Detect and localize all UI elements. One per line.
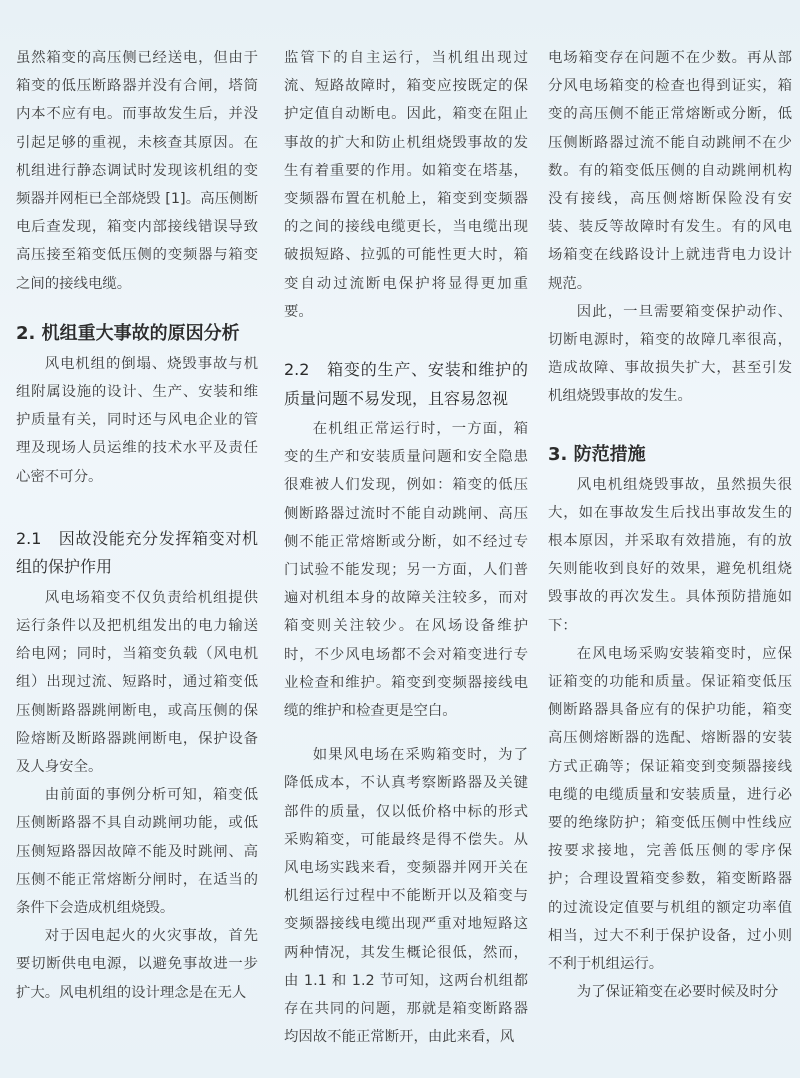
paragraph-gap (284, 725, 528, 741)
paragraph-2-2-b: 如果风电场在采购箱变时，为了降低成本，不认真考察断路器及关键部件的质量，仅以低价格中标的形式采购箱变，可能最终是得不偿失。从风电场实践来看，变频器并网开关在机组运行过程中不能断开以及箱变与变频器接线电缆出现严重对地短路这两种情况，其发生概论很低，然而，由 1.1 和 1.2 节可知，这两台机组都存在共同的问题，那就是箱变断路器均因故不能正常断开，由此来看，风 (284, 747, 528, 1046)
paragraph-2-1-a: 风电场箱变不仅负责给机组提供运行条件以及把机组发出的电力输送给电网；同时，当箱变负载（风电机组）出现过流、短路时，通过箱变低压侧断路器跳闸断电，或高压侧的保险熔断及断路器跳闸断电，保护设备及人身安全。 (16, 589, 258, 776)
subsection-heading-2-1: 2.1 因故没能充分发挥箱变对机组的保护作用 (16, 528, 258, 577)
column-right (548, 44, 792, 1007)
paragraph-2-2-a: 在机组正常运行时，一方面，箱变的生产和安装质量问题和安全隐患很难被人们发现，例如：箱变的低压侧断路器过流时不能自动跳闸、高压侧不能正常熔断或分断，如不经过专门试验不能发现；另一方面，人们普遍对机组本身的故障关注较多，而对箱变则关注较少。在风场设备维护时，不少风电场都不会对箱变进行专业检查和维护。箱变到变频器接线电缆的维护和检查更是空白。 (284, 421, 528, 720)
paragraph-intro-right: 电场箱变存在问题不在少数。再从部分风电场箱变的检查也得到证实，箱变的高压侧不能正常熔断或分断，低压侧断路器过流不能自动跳闸不在少数。有的箱变低压侧的自动跳闸机构没有接线，高压侧熔断保险没有安装、装反等故障时有发生。有的风电场箱变在线路设计上就违背电力设计规范。 (548, 50, 792, 292)
paragraph-right-b: 因此，一旦需要箱变保护动作、切断电源时，箱变的故障几率很高，造成故障、事故损失扩大，甚至引发机组烧毁事故的发生。 (548, 303, 792, 405)
paragraph-section-3: 风电机组烧毁事故，虽然损失很大，如在事故发生后找出事故发生的根本原因，并采取有效措施，有的放矢则能收到良好的效果，避免机组烧毁事故的再次发生。具体预防措施如下： (548, 476, 792, 634)
paragraph-intro-middle: 监管下的自主运行，当机组出现过流、短路故障时，箱变应按既定的保护定值自动断电。因此，箱变在阻止事故的扩大和防止机组烧毁事故的发生有着重要的作用。如箱变在塔基，变频器布置在机舱上，箱变到变频器的之间的接线电缆更长，当电缆出现破损短路、拉弧的可能性更大时，箱变自动过流断电保护将显得更加重要。 (284, 50, 528, 320)
paragraph-intro-left: 虽然箱变的高压侧已经送电，但由于箱变的低压断路器并没有合闸，塔筒内本不应有电。而事故发生后，并没引起足够的重视，未核查其原因。在机组进行静态调试时发现该机组的变频器并网柜已全部烧毁 [1]。高压侧断电后查发现，箱变内部接线错误导致高压接至箱变低压侧的变频器与箱变之间的接线电缆。 (16, 50, 258, 292)
section-heading-2: 2. 机组重大事故的原因分析 (16, 322, 240, 344)
column-middle (284, 44, 528, 1052)
paragraph-2-1-c: 对于因电起火的火灾事故，首先要切断供电电源，以避免事故进一步扩大。风电机组的设计理念是在无人 (16, 928, 258, 1001)
column-left (16, 44, 258, 1007)
section-heading-3: 3. 防范措施 (548, 443, 646, 465)
subsection-heading-2-2: 2.2 箱变的生产、安装和维护的质量问题不易发现，且容易忽视 (284, 360, 528, 408)
paragraph-measures-b: 为了保证箱变在必要时候及时分 (576, 984, 779, 1001)
paragraph-measures-a: 在风电场采购安装箱变时，应保证箱变的功能和质量。保证箱变低压侧断路器具备应有的保护功能，箱变高压侧熔断器的选配、熔断器的安装方式正确等；保证箱变到变频器接线电缆的电缆质量和安装质量，进行必要的绝缘防护；箱变低压侧中性线应按要求接地，完善低压侧的零序保护；合理设置箱变参数，箱变断路器的过流设定值要与机组的额定功率值相当，过大不利于保护设备，过小则不利于机组运行。 (548, 645, 792, 973)
paragraph-section-2: 风电机组的倒塌、烧毁事故与机组附属设施的设计、生产、安装和维护质量有关，同时还与风电企业的管理及现场人员运维的技术水平及责任心密不可分。 (16, 355, 258, 485)
paragraph-2-1-b: 由前面的事例分析可知，箱变低压侧断路器不具自动跳闸功能，或低压侧短路器因故障不能及时跳闸、高压侧不能正常熔断分闸时，在适当的条件下会造成机组烧毁。 (16, 787, 258, 917)
